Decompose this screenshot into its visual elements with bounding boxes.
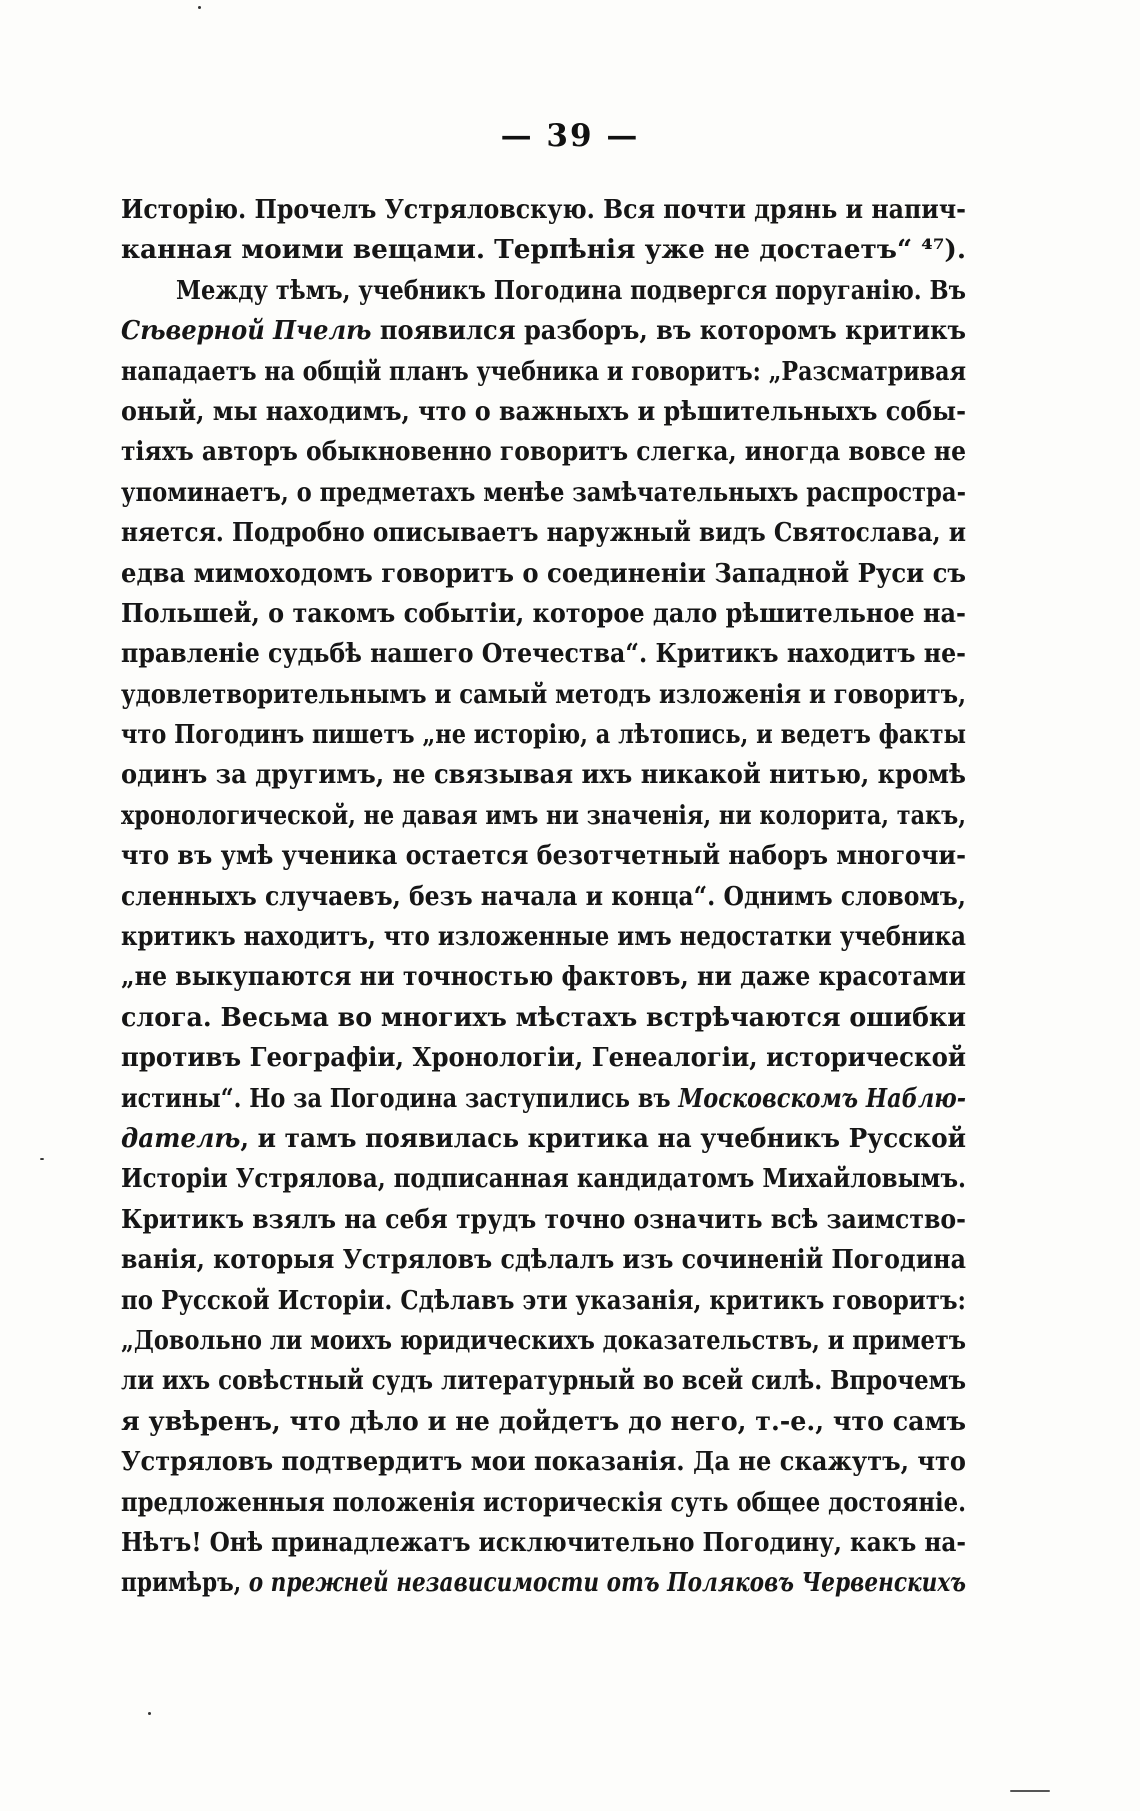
text-segment: примѣръ, xyxy=(121,1567,249,1599)
text-line xyxy=(121,634,966,674)
text-line xyxy=(121,1563,966,1603)
body-text xyxy=(121,190,966,1604)
text-line xyxy=(121,917,966,957)
text-line xyxy=(121,554,966,594)
text-line xyxy=(121,836,966,876)
italic-text: Сѣверной Пчелѣ xyxy=(121,315,372,347)
print-speck xyxy=(148,1712,151,1715)
text-line xyxy=(121,190,966,230)
text-line xyxy=(121,1159,966,1199)
text-line xyxy=(121,675,966,715)
text-line xyxy=(121,1281,966,1321)
text-line xyxy=(121,715,966,755)
text-segment: сленныхъ случаевъ, безъ начала и конца“. Однимъ словомъ, xyxy=(121,880,966,912)
text-segment: что Погодинъ пишетъ „не исторію, а лѣтопись, и ведетъ факты xyxy=(121,719,966,751)
text-line xyxy=(121,230,966,270)
text-line xyxy=(121,594,966,634)
text-line xyxy=(121,392,966,432)
italic-text: дателѣ xyxy=(121,1122,241,1154)
text-segment: ванія, которыя Устряловъ сдѣлалъ изъ сочиненій Погодина xyxy=(121,1244,966,1276)
text-segment: предложенныя положенія историческія суть общее достояніе. xyxy=(121,1486,966,1518)
text-line xyxy=(121,513,966,553)
text-line xyxy=(121,1079,966,1119)
text-segment: хронологической, не давая имъ ни значенія, ни колорита, такъ, xyxy=(121,799,966,831)
text-line xyxy=(121,352,966,392)
text-segment: Нѣтъ! Онѣ принадлежатъ исключительно Погодину, какъ на- xyxy=(121,1526,966,1558)
text-segment: Исторію. Прочелъ Устряловскую. Вся почти дрянь и напич- xyxy=(121,194,966,225)
text-segment: Польшей, о такомъ событіи, которое дало рѣшительное на- xyxy=(121,597,966,629)
text-segment: одинъ за другимъ, не связывая ихъ никакой нитью, кромѣ xyxy=(121,759,966,791)
text-segment: „не выкупаются ни точностью фактовъ, ни даже красотами xyxy=(121,961,966,993)
text-line xyxy=(121,311,966,351)
text-segment: тіяхъ авторъ обыкновенно говоритъ слегка, иногда вовсе не xyxy=(121,436,966,468)
text-segment: я увѣренъ, что дѣло и не дойдетъ до него, т.-е., что самъ xyxy=(121,1405,966,1437)
text-segment: по Русской Исторіи. Сдѣлавъ эти указанія, критикъ говоритъ: xyxy=(121,1284,966,1316)
text-line xyxy=(121,432,966,472)
text-segment: , и тамъ появилась критика на учебникъ Русской xyxy=(240,1122,966,1154)
text-segment: Исторіи Устрялова, подписанная кандидатомъ Михайловымъ. xyxy=(121,1163,966,1195)
print-speck xyxy=(40,1158,44,1160)
text-segment: появился разборъ, въ которомъ критикъ xyxy=(371,315,966,347)
text-segment: Устряловъ подтвердитъ мои показанія. Да не скажутъ, что xyxy=(121,1446,966,1478)
print-speck xyxy=(198,6,201,9)
text-line xyxy=(121,1361,966,1401)
page-number: — 39 — xyxy=(500,118,640,154)
text-line xyxy=(121,1200,966,1240)
text-line xyxy=(121,1523,966,1563)
text-line xyxy=(121,957,966,997)
text-line xyxy=(121,796,966,836)
text-segment: няется. Подробно описываетъ наружный видъ Святослава, и xyxy=(121,517,966,549)
text-segment: что въ умѣ ученика остается безотчетный наборъ многочи- xyxy=(121,840,966,872)
text-segment: противъ Географіи, Хронологіи, Генеалогіи, исторической xyxy=(121,1042,966,1074)
text-segment: канная моими вещами. Терпѣнія уже не достаетъ“ ⁴⁷). xyxy=(121,234,966,266)
text-line xyxy=(121,1442,966,1482)
text-line xyxy=(121,1483,966,1523)
italic-text: о прежней независимости отъ Поляковъ Червенскихъ xyxy=(248,1567,966,1599)
text-segment: удовлетворительнымъ и самый методъ изложенія и говоритъ, xyxy=(121,678,966,710)
text-line xyxy=(121,1240,966,1280)
text-segment: оный, мы находимъ, что о важныхъ и рѣшительныхъ собы- xyxy=(121,395,966,427)
text-line xyxy=(121,1321,966,1361)
text-segment: критикъ находитъ, что изложенные имъ недостатки учебника xyxy=(121,921,966,953)
text-line xyxy=(121,1402,966,1442)
print-speck xyxy=(1010,1790,1050,1792)
text-line xyxy=(121,1119,966,1159)
text-segment: слога. Весьма во многихъ мѣстахъ встрѣчаются ошибки xyxy=(121,1001,966,1033)
text-segment: упоминаетъ, о предметахъ менѣе замѣчательныхъ распростра- xyxy=(121,476,966,508)
italic-text: Московскомъ Наблю- xyxy=(678,1082,966,1114)
text-segment: „Довольно ли моихъ юридическихъ доказательствъ, и приметъ xyxy=(121,1324,966,1356)
text-line xyxy=(121,877,966,917)
text-segment: Между тѣмъ, учебникъ Погодина подвергся поруганію. Въ xyxy=(176,274,966,306)
text-segment: Критикъ взялъ на себя трудъ точно означить всѣ заимство- xyxy=(121,1203,966,1235)
text-segment: истины“. Но за Погодина заступились въ xyxy=(121,1082,679,1114)
text-line xyxy=(121,1038,966,1078)
text-segment: правленіе судьбѣ нашего Отечества“. Критикъ находитъ не- xyxy=(121,638,966,670)
text-segment: едва мимоходомъ говоритъ о соединеніи Западной Руси съ xyxy=(121,557,966,589)
text-segment: нападаетъ на общій планъ учебника и говоритъ: „Разсматривая xyxy=(121,355,966,387)
text-line xyxy=(121,998,966,1038)
text-line xyxy=(121,755,966,795)
text-line xyxy=(121,473,966,513)
text-line xyxy=(121,271,966,311)
text-segment: ли ихъ совѣстный судъ литературный во всей силѣ. Впрочемъ xyxy=(121,1365,966,1397)
